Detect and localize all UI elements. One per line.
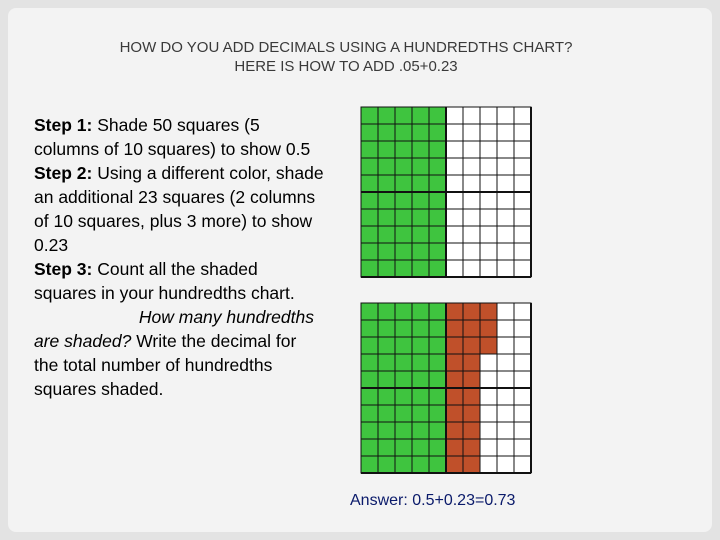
empty-cell	[480, 388, 497, 405]
title-line-1: HOW DO YOU ADD DECIMALS USING A HUNDREDTHS CHART?	[119, 39, 573, 56]
red-cell	[463, 303, 480, 320]
green-cell	[361, 260, 378, 277]
green-cell	[412, 192, 429, 209]
green-cell	[412, 371, 429, 388]
empty-cell	[463, 226, 480, 243]
green-cell	[412, 243, 429, 260]
empty-cell	[514, 439, 531, 456]
red-cell	[446, 371, 463, 388]
green-cell	[412, 141, 429, 158]
empty-cell	[497, 209, 514, 226]
green-cell	[378, 456, 395, 473]
empty-cell	[514, 320, 531, 337]
green-cell	[429, 124, 446, 141]
red-cell	[446, 303, 463, 320]
empty-cell	[497, 175, 514, 192]
red-cell	[463, 371, 480, 388]
step-3-tail: Write the decimal for the total number of hundredths squares shaded.	[34, 331, 297, 399]
green-cell	[378, 192, 395, 209]
green-cell	[429, 405, 446, 422]
slide-title	[16, 38, 676, 76]
green-cell	[412, 260, 429, 277]
green-cell	[361, 354, 378, 371]
empty-cell	[463, 107, 480, 124]
red-cell	[446, 354, 463, 371]
green-cell	[361, 303, 378, 320]
green-cell	[429, 456, 446, 473]
empty-cell	[480, 124, 497, 141]
step-2-text: Using a different color, shade an additional 23 squares (2 columns of 10 squares, plus 3 more) to show 0.23	[34, 163, 324, 255]
empty-cell	[514, 303, 531, 320]
empty-cell	[446, 260, 463, 277]
green-cell	[378, 371, 395, 388]
empty-cell	[480, 354, 497, 371]
green-cell	[395, 388, 412, 405]
empty-cell	[514, 337, 531, 354]
green-cell	[378, 388, 395, 405]
empty-cell	[514, 371, 531, 388]
green-cell	[395, 439, 412, 456]
green-cell	[429, 260, 446, 277]
empty-cell	[446, 158, 463, 175]
step-1-text: Shade 50 squares (5 columns of 10 squares) to show 0.5	[34, 115, 311, 159]
step-3-question: How many hundredths are shaded?	[34, 307, 314, 351]
empty-cell	[480, 243, 497, 260]
green-cell	[378, 124, 395, 141]
empty-cell	[446, 243, 463, 260]
green-cell	[378, 320, 395, 337]
red-cell	[463, 388, 480, 405]
empty-cell	[497, 371, 514, 388]
empty-cell	[514, 124, 531, 141]
empty-cell	[446, 192, 463, 209]
green-cell	[361, 337, 378, 354]
empty-cell	[480, 209, 497, 226]
green-cell	[361, 405, 378, 422]
empty-cell	[480, 405, 497, 422]
empty-cell	[446, 141, 463, 158]
red-cell	[446, 456, 463, 473]
green-cell	[378, 141, 395, 158]
empty-cell	[480, 439, 497, 456]
empty-cell	[497, 107, 514, 124]
green-cell	[412, 422, 429, 439]
green-cell	[361, 124, 378, 141]
red-cell	[446, 422, 463, 439]
green-cell	[395, 337, 412, 354]
step-2-label: Step 2:	[34, 163, 93, 183]
empty-cell	[497, 260, 514, 277]
green-cell	[378, 209, 395, 226]
empty-cell	[480, 107, 497, 124]
empty-cell	[514, 354, 531, 371]
hundredths-chart-step-2	[360, 302, 532, 474]
empty-cell	[463, 192, 480, 209]
empty-cell	[497, 439, 514, 456]
green-cell	[361, 243, 378, 260]
red-cell	[446, 337, 463, 354]
step-3-text: Count all the shaded squares in your hundredths chart.	[34, 259, 295, 303]
red-cell	[480, 303, 497, 320]
green-cell	[412, 405, 429, 422]
empty-cell	[497, 192, 514, 209]
green-cell	[412, 175, 429, 192]
empty-cell	[480, 260, 497, 277]
empty-cell	[497, 158, 514, 175]
green-cell	[395, 354, 412, 371]
empty-cell	[497, 354, 514, 371]
red-cell	[463, 422, 480, 439]
empty-cell	[497, 226, 514, 243]
green-cell	[395, 141, 412, 158]
green-cell	[378, 422, 395, 439]
empty-cell	[446, 124, 463, 141]
step-3	[34, 257, 324, 401]
empty-cell	[463, 124, 480, 141]
green-cell	[361, 192, 378, 209]
green-cell	[361, 158, 378, 175]
empty-cell	[514, 456, 531, 473]
empty-cell	[497, 124, 514, 141]
step-3-label: Step 3:	[34, 259, 93, 279]
empty-cell	[514, 175, 531, 192]
title-line-2: HERE IS HOW TO ADD .05+0.23	[234, 58, 458, 75]
green-cell	[378, 405, 395, 422]
empty-cell	[497, 303, 514, 320]
green-cell	[412, 354, 429, 371]
step-1-label: Step 1:	[34, 115, 93, 135]
green-cell	[395, 260, 412, 277]
green-cell	[361, 456, 378, 473]
green-cell	[378, 337, 395, 354]
green-cell	[395, 209, 412, 226]
empty-cell	[480, 371, 497, 388]
green-cell	[429, 337, 446, 354]
red-cell	[480, 320, 497, 337]
green-cell	[395, 226, 412, 243]
green-cell	[395, 124, 412, 141]
green-cell	[395, 107, 412, 124]
empty-cell	[497, 141, 514, 158]
green-cell	[412, 303, 429, 320]
green-cell	[429, 371, 446, 388]
empty-cell	[446, 226, 463, 243]
empty-cell	[497, 337, 514, 354]
green-cell	[412, 158, 429, 175]
green-cell	[361, 209, 378, 226]
green-cell	[429, 439, 446, 456]
green-cell	[378, 439, 395, 456]
empty-cell	[514, 260, 531, 277]
green-cell	[361, 226, 378, 243]
red-cell	[446, 320, 463, 337]
green-cell	[412, 456, 429, 473]
green-cell	[378, 303, 395, 320]
step-2	[34, 161, 324, 257]
red-cell	[463, 320, 480, 337]
red-cell	[463, 354, 480, 371]
empty-cell	[497, 456, 514, 473]
empty-cell	[463, 260, 480, 277]
green-cell	[395, 422, 412, 439]
red-cell	[480, 337, 497, 354]
green-cell	[412, 439, 429, 456]
answer-text: Answer: 0.5+0.23=0.73	[350, 492, 516, 509]
green-cell	[412, 124, 429, 141]
green-cell	[361, 439, 378, 456]
green-cell	[395, 405, 412, 422]
red-cell	[463, 439, 480, 456]
empty-cell	[514, 158, 531, 175]
green-cell	[395, 320, 412, 337]
green-cell	[361, 371, 378, 388]
green-cell	[429, 354, 446, 371]
empty-cell	[463, 175, 480, 192]
green-cell	[412, 320, 429, 337]
green-cell	[429, 158, 446, 175]
red-cell	[463, 405, 480, 422]
green-cell	[429, 209, 446, 226]
empty-cell	[446, 175, 463, 192]
green-cell	[395, 158, 412, 175]
empty-cell	[514, 192, 531, 209]
empty-cell	[446, 209, 463, 226]
empty-cell	[480, 192, 497, 209]
red-cell	[463, 456, 480, 473]
green-cell	[412, 226, 429, 243]
empty-cell	[514, 141, 531, 158]
empty-cell	[480, 175, 497, 192]
empty-cell	[514, 243, 531, 260]
step-1	[34, 113, 324, 161]
green-cell	[361, 388, 378, 405]
empty-cell	[463, 243, 480, 260]
green-cell	[395, 303, 412, 320]
green-cell	[429, 226, 446, 243]
empty-cell	[446, 107, 463, 124]
empty-cell	[497, 405, 514, 422]
green-cell	[378, 354, 395, 371]
green-cell	[395, 192, 412, 209]
empty-cell	[514, 388, 531, 405]
red-cell	[446, 405, 463, 422]
empty-cell	[480, 158, 497, 175]
empty-cell	[463, 141, 480, 158]
green-cell	[429, 141, 446, 158]
empty-cell	[463, 209, 480, 226]
empty-cell	[480, 141, 497, 158]
empty-cell	[514, 405, 531, 422]
green-cell	[361, 141, 378, 158]
hundredths-chart-step-1	[360, 106, 532, 278]
empty-cell	[480, 456, 497, 473]
red-cell	[463, 337, 480, 354]
green-cell	[395, 243, 412, 260]
green-cell	[395, 456, 412, 473]
green-cell	[378, 158, 395, 175]
green-cell	[429, 175, 446, 192]
empty-cell	[497, 243, 514, 260]
green-cell	[429, 303, 446, 320]
empty-cell	[514, 422, 531, 439]
empty-cell	[514, 226, 531, 243]
green-cell	[378, 226, 395, 243]
green-cell	[412, 209, 429, 226]
empty-cell	[480, 422, 497, 439]
green-cell	[378, 243, 395, 260]
green-cell	[412, 107, 429, 124]
green-cell	[412, 337, 429, 354]
empty-cell	[463, 158, 480, 175]
green-cell	[395, 371, 412, 388]
green-cell	[378, 260, 395, 277]
red-cell	[446, 388, 463, 405]
empty-cell	[514, 209, 531, 226]
empty-cell	[514, 107, 531, 124]
red-cell	[446, 439, 463, 456]
green-cell	[429, 320, 446, 337]
green-cell	[429, 192, 446, 209]
green-cell	[361, 422, 378, 439]
green-cell	[361, 320, 378, 337]
green-cell	[429, 243, 446, 260]
green-cell	[361, 107, 378, 124]
green-cell	[378, 175, 395, 192]
empty-cell	[480, 226, 497, 243]
green-cell	[412, 388, 429, 405]
green-cell	[378, 107, 395, 124]
empty-cell	[497, 320, 514, 337]
empty-cell	[497, 422, 514, 439]
green-cell	[361, 175, 378, 192]
green-cell	[429, 107, 446, 124]
green-cell	[429, 388, 446, 405]
green-cell	[395, 175, 412, 192]
steps-text	[34, 113, 324, 401]
green-cell	[429, 422, 446, 439]
empty-cell	[497, 388, 514, 405]
